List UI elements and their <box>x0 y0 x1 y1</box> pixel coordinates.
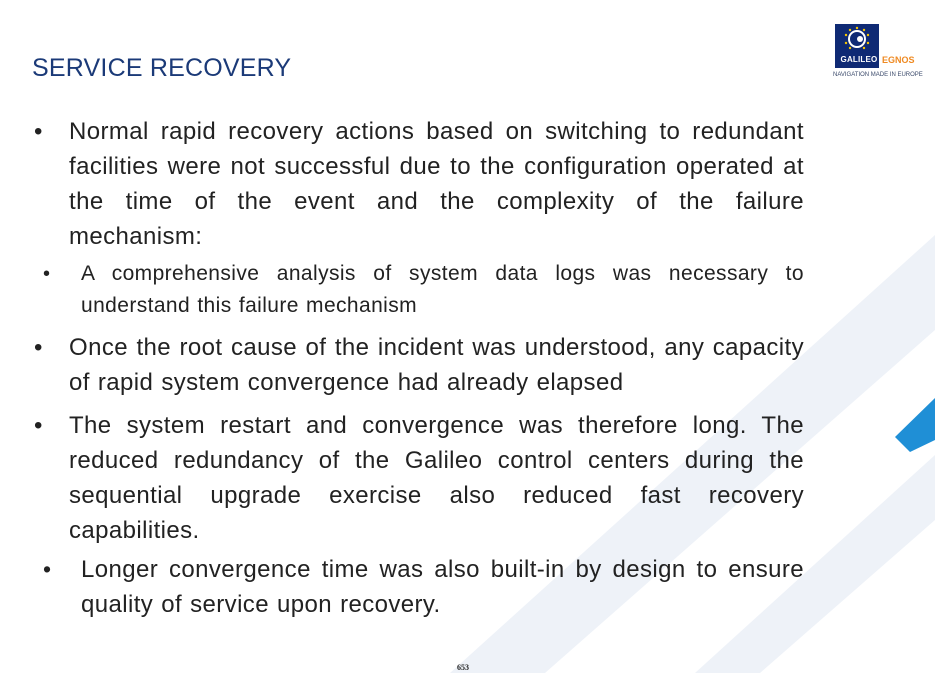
bullet-dot-icon: • <box>34 412 43 439</box>
sub-bullet-text: Longer convergence time was also built-in by design to ensure quality of service upon recovery. <box>81 556 804 618</box>
sub-bullet-item-1 <box>32 552 804 622</box>
slide-title: SERVICE RECOVERY <box>32 54 292 82</box>
galileo-logo-label: GALILEO <box>840 55 878 64</box>
sub-bullet-list <box>43 552 804 622</box>
bullet-item-3 <box>32 408 804 622</box>
sub-bullet-text: A comprehensive analysis of system data logs was necessary to understand this failure mechanism <box>81 262 804 317</box>
sub-bullet-item-1 <box>32 258 804 322</box>
sub-bullet-list <box>43 258 804 322</box>
egnos-logo-label: EGNOS <box>882 55 915 65</box>
galileo-logo-mark <box>835 24 879 68</box>
bullet-text: The system restart and convergence was therefore long. The reduced redundancy of the Galileo control centers during the sequential upgrade exercise also reduced fast recovery capabilities. <box>69 412 804 544</box>
bullet-list <box>32 114 804 622</box>
galileo-egnos-logo <box>833 24 925 84</box>
bullet-dot-icon: • <box>34 118 43 145</box>
bullet-item-2 <box>32 330 804 400</box>
bullet-text: Normal rapid recovery actions based on switching to redundant facilities were not successful due to the configuration operated at the time of the event and the complexity of the failure mechanism: <box>69 118 804 250</box>
bullet-dot-icon: • <box>34 334 43 361</box>
sub-bullet-dot-icon: • <box>43 263 51 285</box>
stripe-accent-blue <box>895 398 935 452</box>
galileo-stars-icon <box>835 24 879 56</box>
logo-tagline: NAVIGATION MADE IN EUROPE <box>833 72 923 78</box>
page-number: 653 <box>457 663 469 672</box>
bullet-text: Once the root cause of the incident was understood, any capacity of rapid system convergence had already elapsed <box>69 334 804 396</box>
bullet-item-1 <box>32 114 804 322</box>
slide-body <box>32 114 804 630</box>
sub-bullet-dot-icon: • <box>43 556 52 582</box>
